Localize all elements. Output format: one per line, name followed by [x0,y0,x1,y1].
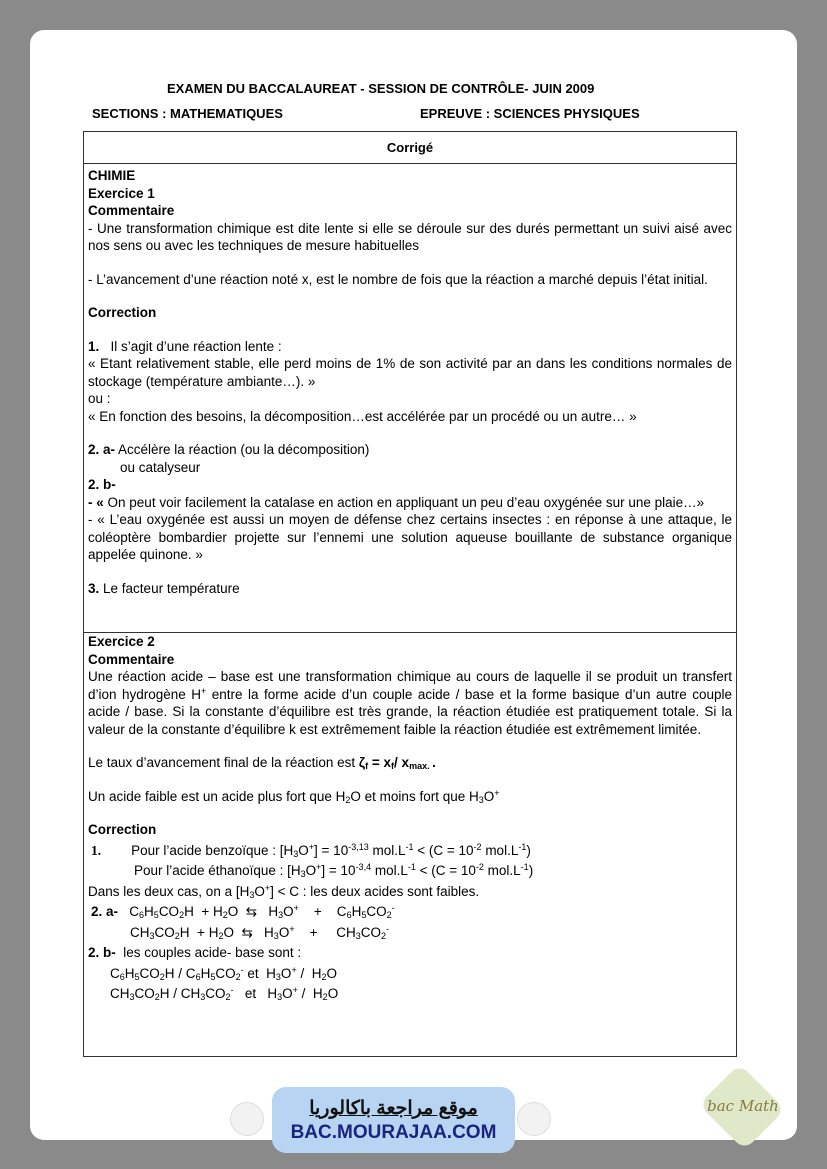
ex2-c1-line1: 1. Pour l’acide benzoïque : $[H_3O^+] = 10^{-3,13}$ $mol.L^{-1} < (C = 10^{-2}$ $mol.L^{-1}$) [91,841,531,859]
ex2-correction-heading: Correction [88,822,157,837]
ex2-c1-line2: Pour l’acide éthanoïque : $[H_3O^+] = 10^{-3,4}$ $mol.L^{-1} < (C = 10^{-2}$ $mol.L^{-1}$) [134,862,534,879]
ex1-comment-p1: - Une transformation chimique est dite lente si elle se déroule sur des durés permettant un suivi aisé avec nos sens ou avec les techniques de mesure habituelles [88,220,732,253]
bacmath-logo-text: bac Math [707,1097,779,1115]
ex1-q1: 1. Il s’agit d’une réaction lente : [88,338,282,354]
ex2-c2b-couple2: $CH_3CO_2H / CH_3CO_2^-$ et $H_3O^+ / H_2O$ [110,985,339,1002]
right-site-logo [517,1102,551,1136]
ex2-comment-p1: Une réaction acide – base est une transformation chimique au cours de laquelle il se produit un transfert d’ion hydrogène H+ entre la forme acide d’un couple acide / base et la forme basique d’un autre couple acide / base. Si la constante d’équilibre est très grande, la réaction étudiée est pratiquement totale. Si la valeur de la constante d’équilibre k est extrêmement faible la réaction étudiée est extrêmement limitée. [88,669,732,737]
ex2-comment-p2: Le taux d’avancement final de la réaction est $\zeta_f = x_f/$ $x_{max.}$ . [88,755,436,771]
ex1-q2b-2: - « L’eau oxygénée est aussi un moyen de défense chez certains insectes : en réponse à une attaque, le coléoptère bombardier projette sur l’ennemi une solution aqueuse bouillante de substance organique appelée quinone. » [88,512,732,562]
ex1-q3: 3. Le facteur température [88,580,240,596]
correction-heading: Correction [88,305,157,320]
corrige-title: Corrigé [84,132,736,164]
exercise-2-title: Exercice 2 [88,634,155,649]
commentaire-heading: Commentaire [88,203,175,218]
ex2-comment-p3: Un acide faible est un acide plus fort que $H_2O$ et moins fort que $H_3O^+$ [88,787,500,805]
exercise-2-section [84,633,736,1003]
sections-label: SECTIONS : MATHEMATIQUES [92,106,283,121]
chimie-heading: CHIMIE [88,168,136,183]
ex2-c2a-eq2: $CH_3CO_2H + H_2O$ ⇆ $H_3O^+$ + $CH_3CO_2^-$ [130,923,390,941]
site-banner[interactable] [272,1087,515,1153]
ex2-c2b-couple1: $C_6H_5CO_2H / C_6H_5CO_2^-$ et $H_3O^+ / H_2O$ [110,964,337,982]
ex1-q1-ou: ou : [88,391,111,406]
exercise-1-title: Exercice 1 [88,185,155,201]
ex2-c1-conclusion: Dans les deux cas, on a $[H_3O^+] < C$ : les deux acides sont faibles. [88,882,480,900]
correction-box [83,131,737,1057]
site-banner-arabic: موقع مراجعة باكالوريا [309,1098,478,1119]
ex1-q2a-alt: ou catalyseur [120,459,201,475]
ex2-c2a-eq1: 2. a- $C_6H_5CO_2H + H_2O$ ⇆ $H_3O^+$ + $C_6H_5CO_2^-$ [91,903,395,920]
site-banner-url[interactable]: BAC.MOURAJAA.COM [290,1122,497,1143]
exercise-1-section [84,167,736,597]
ex1-q2b-1: - « On peut voir facilement la catalase en action en appliquant un peu d’eau oxygénée sur une plaie…» [88,494,705,510]
ex2-c2b: 2. b- les couples acide- base sont : [88,945,302,960]
epreuve-label: EPREUVE : SCIENCES PHYSIQUES [420,106,640,121]
ex1-q1-quote2: « En fonction des besoins, la décomposition…est accélérée par un procédé ou un autre… » [88,408,637,424]
ex1-q2a: 2. a- Accélère la réaction (ou la décomposition) [88,442,370,457]
exam-header-title: EXAMEN DU BACCALAUREAT - SESSION DE CONTRÔLE- JUIN 2009 [167,81,595,96]
ex1-comment-p2: - L’avancement d’une réaction noté x, est le nombre de fois que la réaction a marché depuis l’état initial. [88,271,708,287]
ex2-commentaire-heading: Commentaire [88,651,175,667]
ex1-q2b-num: 2. b- [88,477,116,492]
ex1-q1-quote1: « Etant relativement stable, elle perd moins de 1% de son activité par an dans les conditions normales de stockage (température ambiante…). » [88,356,732,389]
left-site-logo [230,1102,264,1136]
